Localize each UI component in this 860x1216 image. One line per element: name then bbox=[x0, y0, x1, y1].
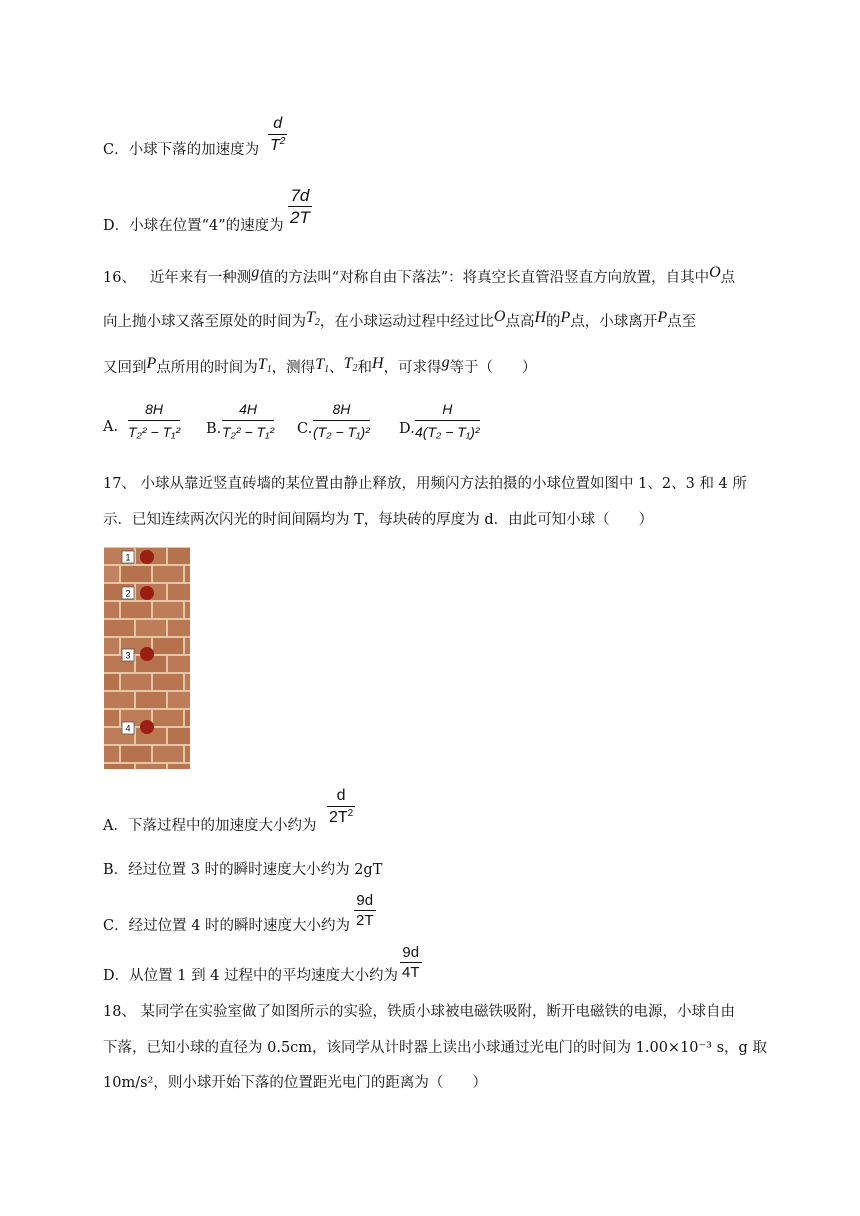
q17-option-c-formula bbox=[354, 893, 376, 928]
formula-denominator: $T^2$ bbox=[270, 136, 286, 154]
text: ，在小球运动过程中经过比 bbox=[319, 314, 494, 330]
q18-line-3: 10m/s²，则小球开始下落的位置距光电门的距离为（ ） bbox=[103, 1075, 487, 1091]
text: ，可求得 bbox=[383, 360, 442, 376]
ball bbox=[140, 720, 154, 734]
brick bbox=[104, 692, 134, 708]
symbol-P: P bbox=[146, 355, 157, 372]
symbol-g: g bbox=[251, 264, 260, 281]
brick bbox=[168, 656, 190, 672]
q16-option-b-label: B. bbox=[206, 421, 222, 437]
formula-denominator: 4(T₂ − T₁)² bbox=[415, 420, 480, 440]
brick bbox=[104, 602, 119, 618]
brick-wall-photo bbox=[104, 547, 190, 769]
brick bbox=[168, 584, 190, 600]
brick bbox=[153, 710, 183, 726]
formula-numerator: 7d bbox=[290, 186, 310, 205]
formula-denominator: 2T bbox=[356, 912, 374, 929]
formula-numerator: 8H bbox=[332, 401, 351, 417]
q17-option-a bbox=[103, 816, 316, 836]
brick bbox=[168, 728, 190, 744]
ball bbox=[140, 647, 154, 661]
brick bbox=[168, 692, 190, 708]
symbol-H: H bbox=[372, 355, 384, 372]
q16-line-3 bbox=[103, 354, 537, 383]
option-text: C．经过位置 4 时的瞬时速度大小约为 bbox=[103, 918, 351, 934]
brick bbox=[168, 548, 190, 564]
formula-numerator: d bbox=[273, 115, 283, 132]
brick bbox=[185, 674, 190, 690]
brick bbox=[185, 638, 190, 654]
formula-numerator: d bbox=[336, 787, 346, 804]
formula-denominator: T₂² − T₁² bbox=[222, 420, 274, 440]
brick bbox=[153, 566, 183, 582]
position-label: 3 bbox=[125, 650, 131, 661]
brick bbox=[153, 674, 183, 690]
q15-option-c-formula bbox=[268, 116, 287, 154]
option-text: C．小球下落的加速度为 bbox=[103, 142, 260, 158]
q16-option-d-label: D. bbox=[399, 421, 415, 437]
brick bbox=[185, 566, 190, 582]
q16-line-1 bbox=[103, 264, 736, 288]
q15-option-c bbox=[103, 140, 259, 160]
text: 点至 bbox=[667, 314, 697, 330]
formula-denominator: $2T^2$ bbox=[329, 808, 354, 826]
q17-line-1: 17、 小球从靠近竖直砖墙的某位置由静止释放，用频闪方法拍摄的小球位置如图中 1、2、3 和 4 所 bbox=[103, 476, 747, 492]
brick bbox=[104, 620, 134, 636]
formula-numerator: H bbox=[442, 401, 453, 417]
symbol-T1: $T_1$ bbox=[257, 356, 272, 375]
text: 点高 bbox=[505, 314, 535, 330]
brick-wall-illustration bbox=[104, 547, 190, 769]
brick bbox=[136, 764, 166, 769]
position-label: 2 bbox=[125, 588, 131, 599]
text: 的 bbox=[546, 314, 561, 330]
text: 点 bbox=[720, 270, 736, 286]
ball bbox=[140, 550, 154, 564]
q17-option-a-formula bbox=[327, 788, 355, 826]
q16-line-2 bbox=[103, 308, 697, 337]
brick bbox=[168, 620, 190, 636]
symbol-g: g bbox=[441, 354, 450, 371]
brick bbox=[185, 746, 190, 762]
brick bbox=[104, 710, 119, 726]
symbol-T1: $T_1$ bbox=[315, 356, 330, 375]
formula-numerator: 8H bbox=[145, 401, 164, 417]
q16-option-b-formula bbox=[222, 401, 274, 440]
ball bbox=[140, 586, 154, 600]
brick bbox=[121, 674, 151, 690]
formula-denominator: (T₂ − T₁)² bbox=[313, 420, 370, 440]
symbol-text: T bbox=[343, 355, 353, 372]
q17-option-c bbox=[103, 916, 350, 936]
position-label: 1 bbox=[125, 552, 131, 563]
symbol-text: T bbox=[315, 356, 325, 373]
q17-line-2: 示．已知连续两次闪光的时间间隔均为 T，每块砖的厚度为 d．由此可知小球（ ） bbox=[103, 512, 654, 528]
q15-option-d bbox=[103, 216, 284, 236]
question-number: 16、 bbox=[103, 270, 136, 286]
symbol-T2: $T_2$ bbox=[306, 309, 320, 328]
formula-denominator: T₂² − T₁² bbox=[128, 420, 180, 440]
formula-numerator: 9d bbox=[402, 944, 420, 961]
brick bbox=[121, 566, 151, 582]
brick bbox=[104, 638, 119, 654]
symbol-H: H bbox=[534, 309, 547, 326]
q16-option-a-formula bbox=[128, 401, 180, 440]
symbol-O: O bbox=[709, 264, 721, 281]
brick bbox=[104, 764, 134, 769]
brick bbox=[104, 746, 119, 762]
formula-den-text: T bbox=[270, 137, 280, 154]
brick bbox=[153, 602, 183, 618]
symbol-T2: $T_2$ bbox=[343, 355, 358, 374]
formula-den-text: 2T bbox=[329, 809, 348, 826]
symbol-text: T bbox=[306, 309, 315, 326]
q16-option-d-formula bbox=[415, 401, 480, 440]
q18-line-1: 18、 某同学在实验室做了如图所示的实验，铁质小球被电磁铁吸附，断开电磁铁的电源，小球自由 bbox=[103, 1004, 736, 1020]
brick bbox=[153, 746, 183, 762]
option-text: A．下落过程中的加速度大小约为 bbox=[103, 818, 317, 834]
q15-option-d-formula bbox=[288, 187, 312, 226]
position-label: 4 bbox=[125, 723, 131, 734]
text: 值的方法叫“对称自由下落法”：将真空长直管沿竖直方向放置，自其中 bbox=[259, 270, 710, 286]
brick bbox=[136, 692, 166, 708]
text: 近年来有一种测 bbox=[149, 270, 252, 286]
symbol-P: P bbox=[560, 309, 571, 326]
formula-denominator: 4T bbox=[402, 964, 420, 981]
formula-numerator: 4H bbox=[239, 401, 258, 417]
q17-option-d-formula bbox=[400, 945, 422, 980]
brick bbox=[168, 764, 190, 769]
brick bbox=[121, 746, 151, 762]
q16-option-c-label: C. bbox=[297, 421, 313, 437]
text: 和 bbox=[357, 360, 372, 376]
text: 、 bbox=[329, 360, 344, 376]
brick bbox=[136, 620, 166, 636]
brick bbox=[104, 566, 119, 582]
q18-line-2: 下落，已知小球的直径为 0.5cm，该同学从计时器上读出小球通过光电门的时间为 1.00×10⁻³ s，g 取 bbox=[103, 1040, 767, 1056]
brick bbox=[153, 638, 183, 654]
option-text: D．小球在位置“4”的速度为 bbox=[103, 218, 284, 234]
text: 等于（ ） bbox=[449, 360, 537, 376]
text: 又回到 bbox=[103, 360, 147, 376]
text: 点所用的时间为 bbox=[156, 360, 258, 376]
q17-option-d bbox=[103, 966, 398, 986]
q17-option-b: B．经过位置 3 时的瞬时速度大小约为 2gT bbox=[103, 862, 383, 878]
brick bbox=[121, 602, 151, 618]
formula-numerator: 9d bbox=[356, 892, 374, 909]
text: 向上抛小球又落至原处的时间为 bbox=[103, 314, 306, 330]
brick bbox=[185, 602, 190, 618]
symbol-P: P bbox=[657, 309, 668, 326]
formula-denominator: 2T bbox=[290, 208, 310, 227]
text: 点，小球离开 bbox=[570, 314, 658, 330]
q16-option-c-formula bbox=[313, 401, 370, 440]
brick bbox=[104, 674, 119, 690]
symbol-O: O bbox=[493, 308, 506, 325]
text: ，测得 bbox=[271, 360, 316, 376]
q16-option-a-label: A. bbox=[103, 419, 119, 435]
brick bbox=[185, 710, 190, 726]
symbol-text: T bbox=[257, 356, 267, 373]
option-text: D．从位置 1 到 4 过程中的平均速度大小约为 bbox=[103, 968, 399, 984]
